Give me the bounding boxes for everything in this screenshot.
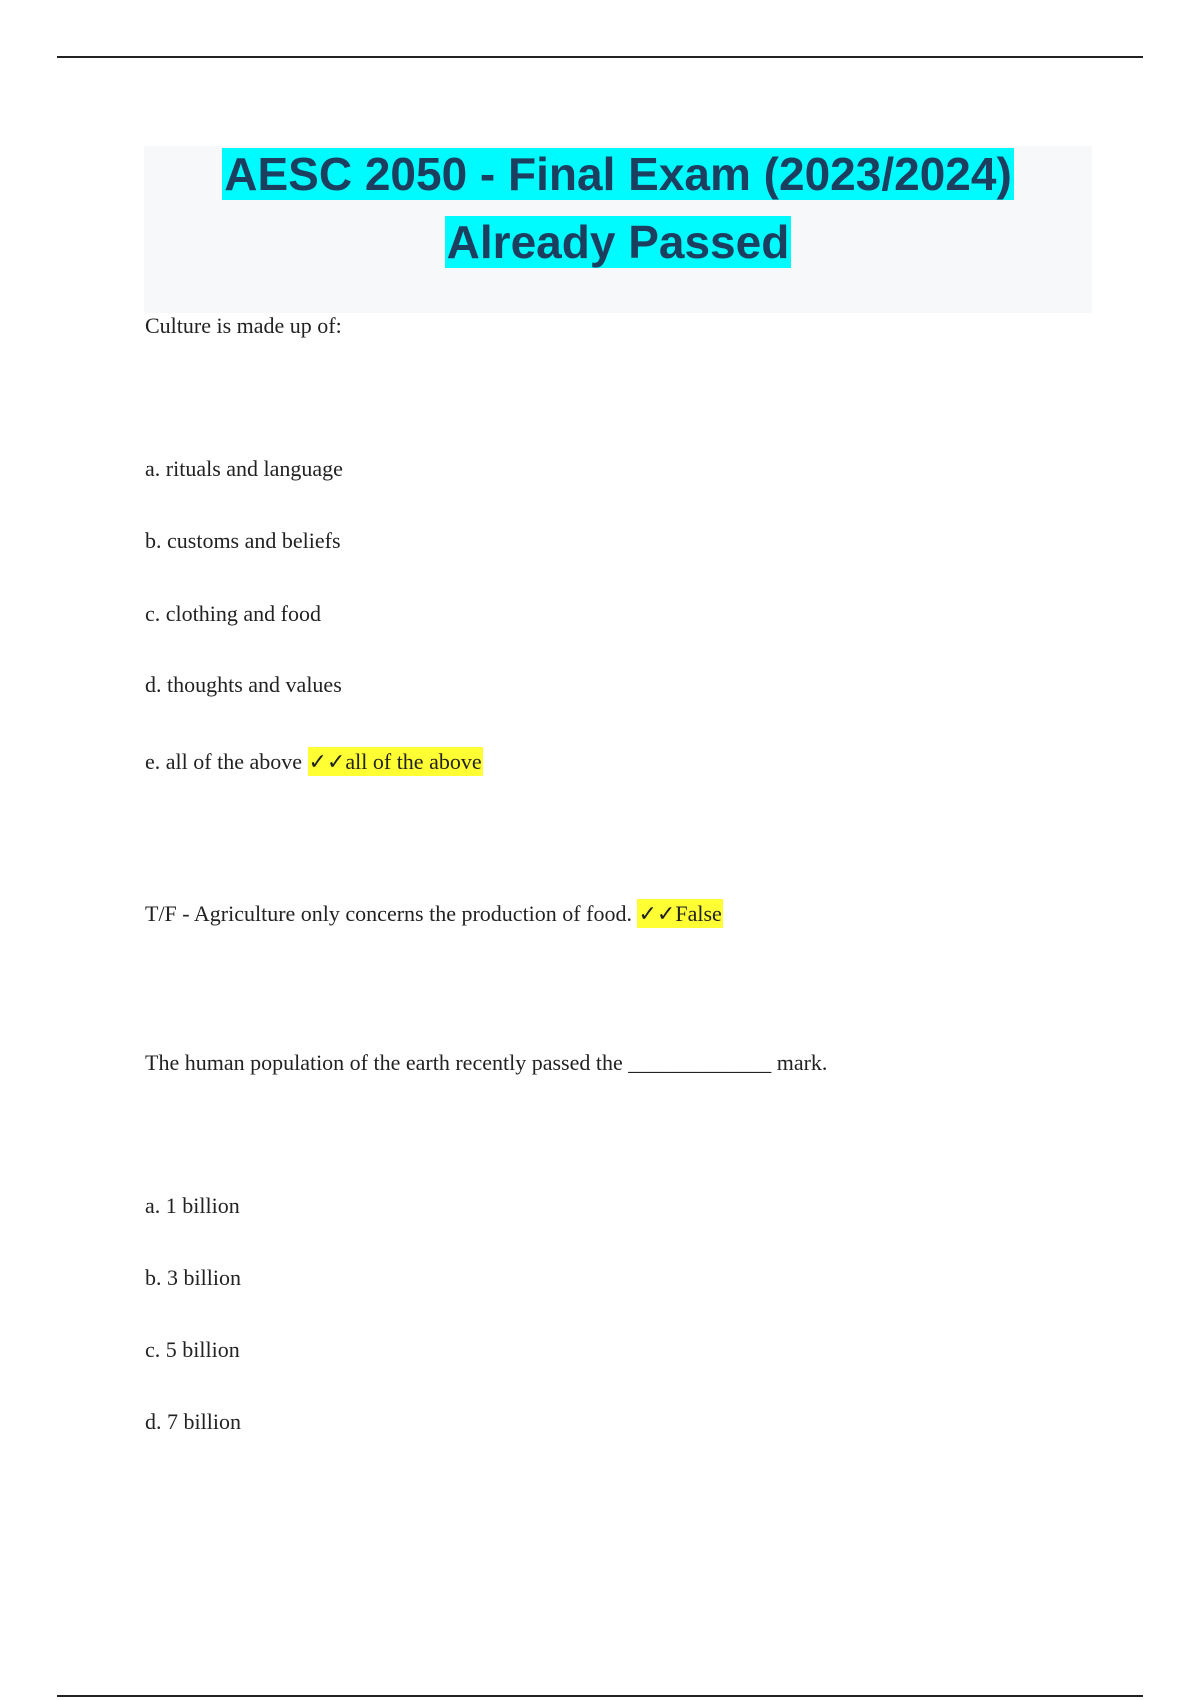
- question-1-prompt: Culture is made up of:: [145, 313, 342, 338]
- question-1-option-e: e. all of the above: [145, 749, 302, 774]
- question-3-option-a: a. 1 billion: [145, 1193, 240, 1218]
- question-2-answer-highlight: [637, 899, 722, 928]
- question-1-option-c: c. clothing and food: [145, 601, 321, 626]
- bottom-rule: [57, 1695, 1143, 1697]
- document-title-line-1: AESC 2050 - Final Exam (2023/2024): [224, 148, 1012, 200]
- question-1-option-e-row: [145, 748, 483, 777]
- question-2-row: [145, 900, 723, 929]
- question-2-answer: False: [675, 901, 722, 926]
- question-1-answer: all of the above: [345, 749, 482, 774]
- document-title-line-2: Already Passed: [446, 216, 790, 268]
- question-1-option-d: d. thoughts and values: [145, 672, 342, 697]
- top-rule: [57, 56, 1143, 58]
- title-banner: [144, 146, 1092, 313]
- question-1-option-b: b. customs and beliefs: [145, 528, 341, 553]
- question-3-option-b: b. 3 billion: [145, 1265, 241, 1290]
- double-check-icon: ✓✓: [308, 750, 346, 775]
- question-1-option-a: a. rituals and language: [145, 456, 343, 481]
- double-check-icon: ✓✓: [638, 902, 676, 927]
- question-3-option-c: c. 5 billion: [145, 1337, 240, 1362]
- question-3-option-d: d. 7 billion: [145, 1409, 241, 1434]
- question-1-answer-highlight: [308, 747, 483, 776]
- question-2-prompt: T/F - Agriculture only concerns the production of food.: [145, 901, 632, 926]
- question-3-prompt: The human population of the earth recently passed the _____________ mark.: [145, 1050, 828, 1075]
